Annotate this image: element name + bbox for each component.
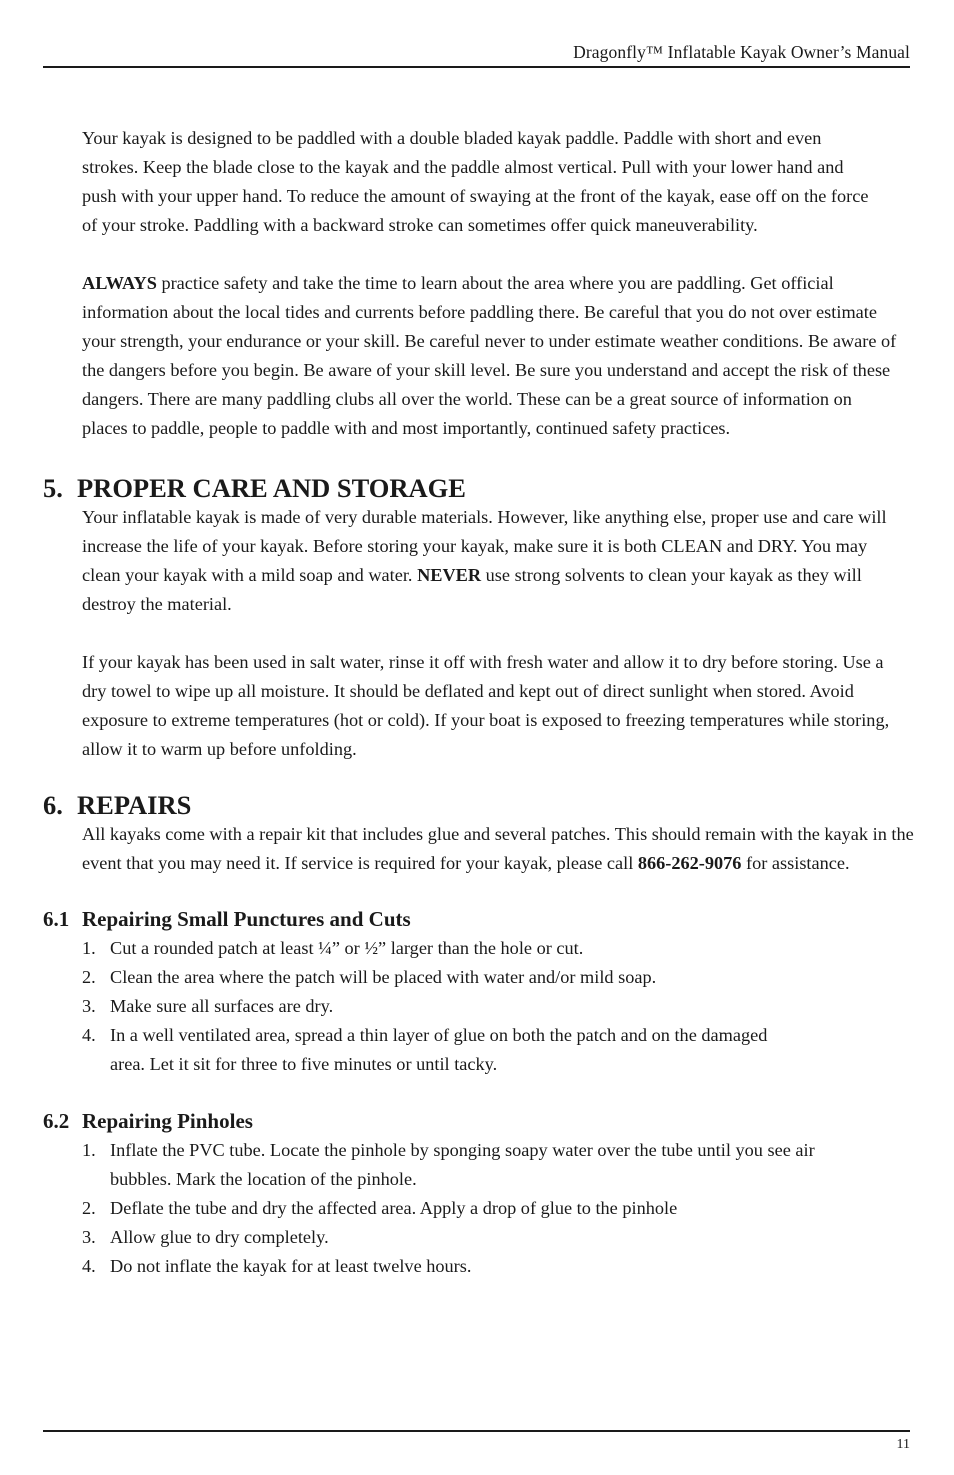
list-item [82, 1252, 842, 1281]
page-header-title: Dragonfly™ Inflatable Kayak Owner’s Manual [573, 42, 910, 62]
section-6-1-number: 6.1 [43, 907, 70, 931]
step-text: Do not inflate the kayak for at least twelve hours. [110, 1256, 472, 1276]
step-text: Cut a rounded patch at least ¼” or ½” larger than the hole or cut. [110, 938, 584, 958]
step-text: Make sure all surfaces are dry. [110, 996, 334, 1016]
step-number: 4. [82, 1256, 96, 1276]
section-6-title: REPAIRS [77, 790, 192, 820]
step-number: 1. [82, 1140, 96, 1160]
step-number: 3. [82, 996, 96, 1016]
punctures-steps-list [82, 934, 802, 1079]
safety-text: practice safety and take the time to learn about the area where you are paddling. Get official information about the local tides and currents before paddling there. Be careful that you do not over estimate your strength, your endurance or your skill. Be careful never to under estimate weather conditions. Be aware of the dangers before you begin. Be aware of your skill level. Be sure you understand and accept the risk of these dangers. There are many paddling clubs all over the world. These can be a great source of information on places to paddle, people to paddle with and most importantly, continued safety practices. [82, 273, 897, 438]
list-item [82, 934, 802, 963]
header-divider [43, 66, 910, 68]
section-5-heading [43, 469, 911, 503]
step-text: Allow glue to dry completely. [110, 1227, 329, 1247]
list-item [82, 1194, 842, 1223]
care-text-b: use strong solvents to clean your kayak as they will destroy the material. [82, 565, 862, 614]
section-5-title: PROPER CARE AND STORAGE [77, 473, 466, 503]
list-item [82, 992, 802, 1021]
storage-paragraph: If your kayak has been used in salt water, rinse it off with fresh water and allow it to dry before storing. Use a dry towel to wipe up all moisture. It should be deflated and kept out of direct sunlight when stored. Avoid exposure to extreme temperatures (hot or cold). If your boat is exposed to freezing temperatures while storing, allow it to warm up before unfolding. [82, 652, 890, 759]
section-6-2-title: Repairing Pinholes [82, 1109, 253, 1133]
repairs-text-a: All kayaks come with a repair kit that includes glue and several patches. This should remain with the kayak in the event that you may need it. If service is required for your kayak, please call [82, 824, 914, 873]
step-text: Deflate the tube and dry the affected area. Apply a drop of glue to the pinhole [110, 1198, 678, 1218]
section-6-number: 6. [43, 790, 63, 820]
list-item [82, 963, 802, 992]
list-item [82, 1223, 842, 1252]
section-5-number: 5. [43, 473, 63, 503]
footer-divider [43, 1430, 910, 1432]
never-emphasis: NEVER [417, 565, 482, 585]
intro-paragraph-paddling: Your kayak is designed to be paddled with a double bladed kayak paddle. Paddle with short and even strokes. Keep the blade close to the kayak and the paddle almost vertical. Pull with your lower hand and push with your upper hand. To reduce the amount of swaying at the front of the kayak, ease off on the force of your stroke. Paddling with a backward stroke can sometimes offer quick maneuverability. [82, 128, 869, 235]
page-number: 11 [896, 1437, 910, 1452]
care-text-a: Your inflatable kayak is made of very durable materials. However, like anything else, proper use and care will increase the life of your kayak. Before storing your kayak, make sure it is both CLEAN and DRY. You may clean your kayak with a mild soap and water. [82, 507, 887, 585]
support-phone: 866-262-9076 [637, 853, 742, 873]
repairs-text-b: for assistance. [741, 853, 850, 873]
section-6-2-heading [43, 1107, 911, 1136]
step-text: In a well ventilated area, spread a thin layer of glue on both the patch and on the damaged area. Let it sit for three to five minutes or until tacky. [110, 1025, 768, 1074]
repairs-paragraph [82, 820, 914, 878]
step-number: 3. [82, 1227, 96, 1247]
always-emphasis: ALWAYS [82, 273, 157, 293]
step-number: 2. [82, 967, 96, 987]
intro-paragraph-safety [82, 269, 902, 443]
section-6-2-number: 6.2 [43, 1109, 70, 1133]
page-content [43, 124, 914, 1281]
step-number: 2. [82, 1198, 96, 1218]
step-text: Clean the area where the patch will be placed with water and/or mild soap. [110, 967, 657, 987]
step-number: 4. [82, 1025, 96, 1045]
step-text: Inflate the PVC tube. Locate the pinhole by sponging soapy water over the tube until you see air bubbles. Mark the location of the pinhole. [110, 1140, 815, 1189]
list-item [82, 1136, 842, 1194]
section-6-1-heading [43, 905, 911, 934]
section-6-heading [43, 786, 911, 820]
list-item [82, 1021, 802, 1079]
pinholes-steps-list [82, 1136, 842, 1281]
step-number: 1. [82, 938, 96, 958]
care-paragraph [82, 503, 904, 619]
section-6-1-title: Repairing Small Punctures and Cuts [82, 907, 411, 931]
